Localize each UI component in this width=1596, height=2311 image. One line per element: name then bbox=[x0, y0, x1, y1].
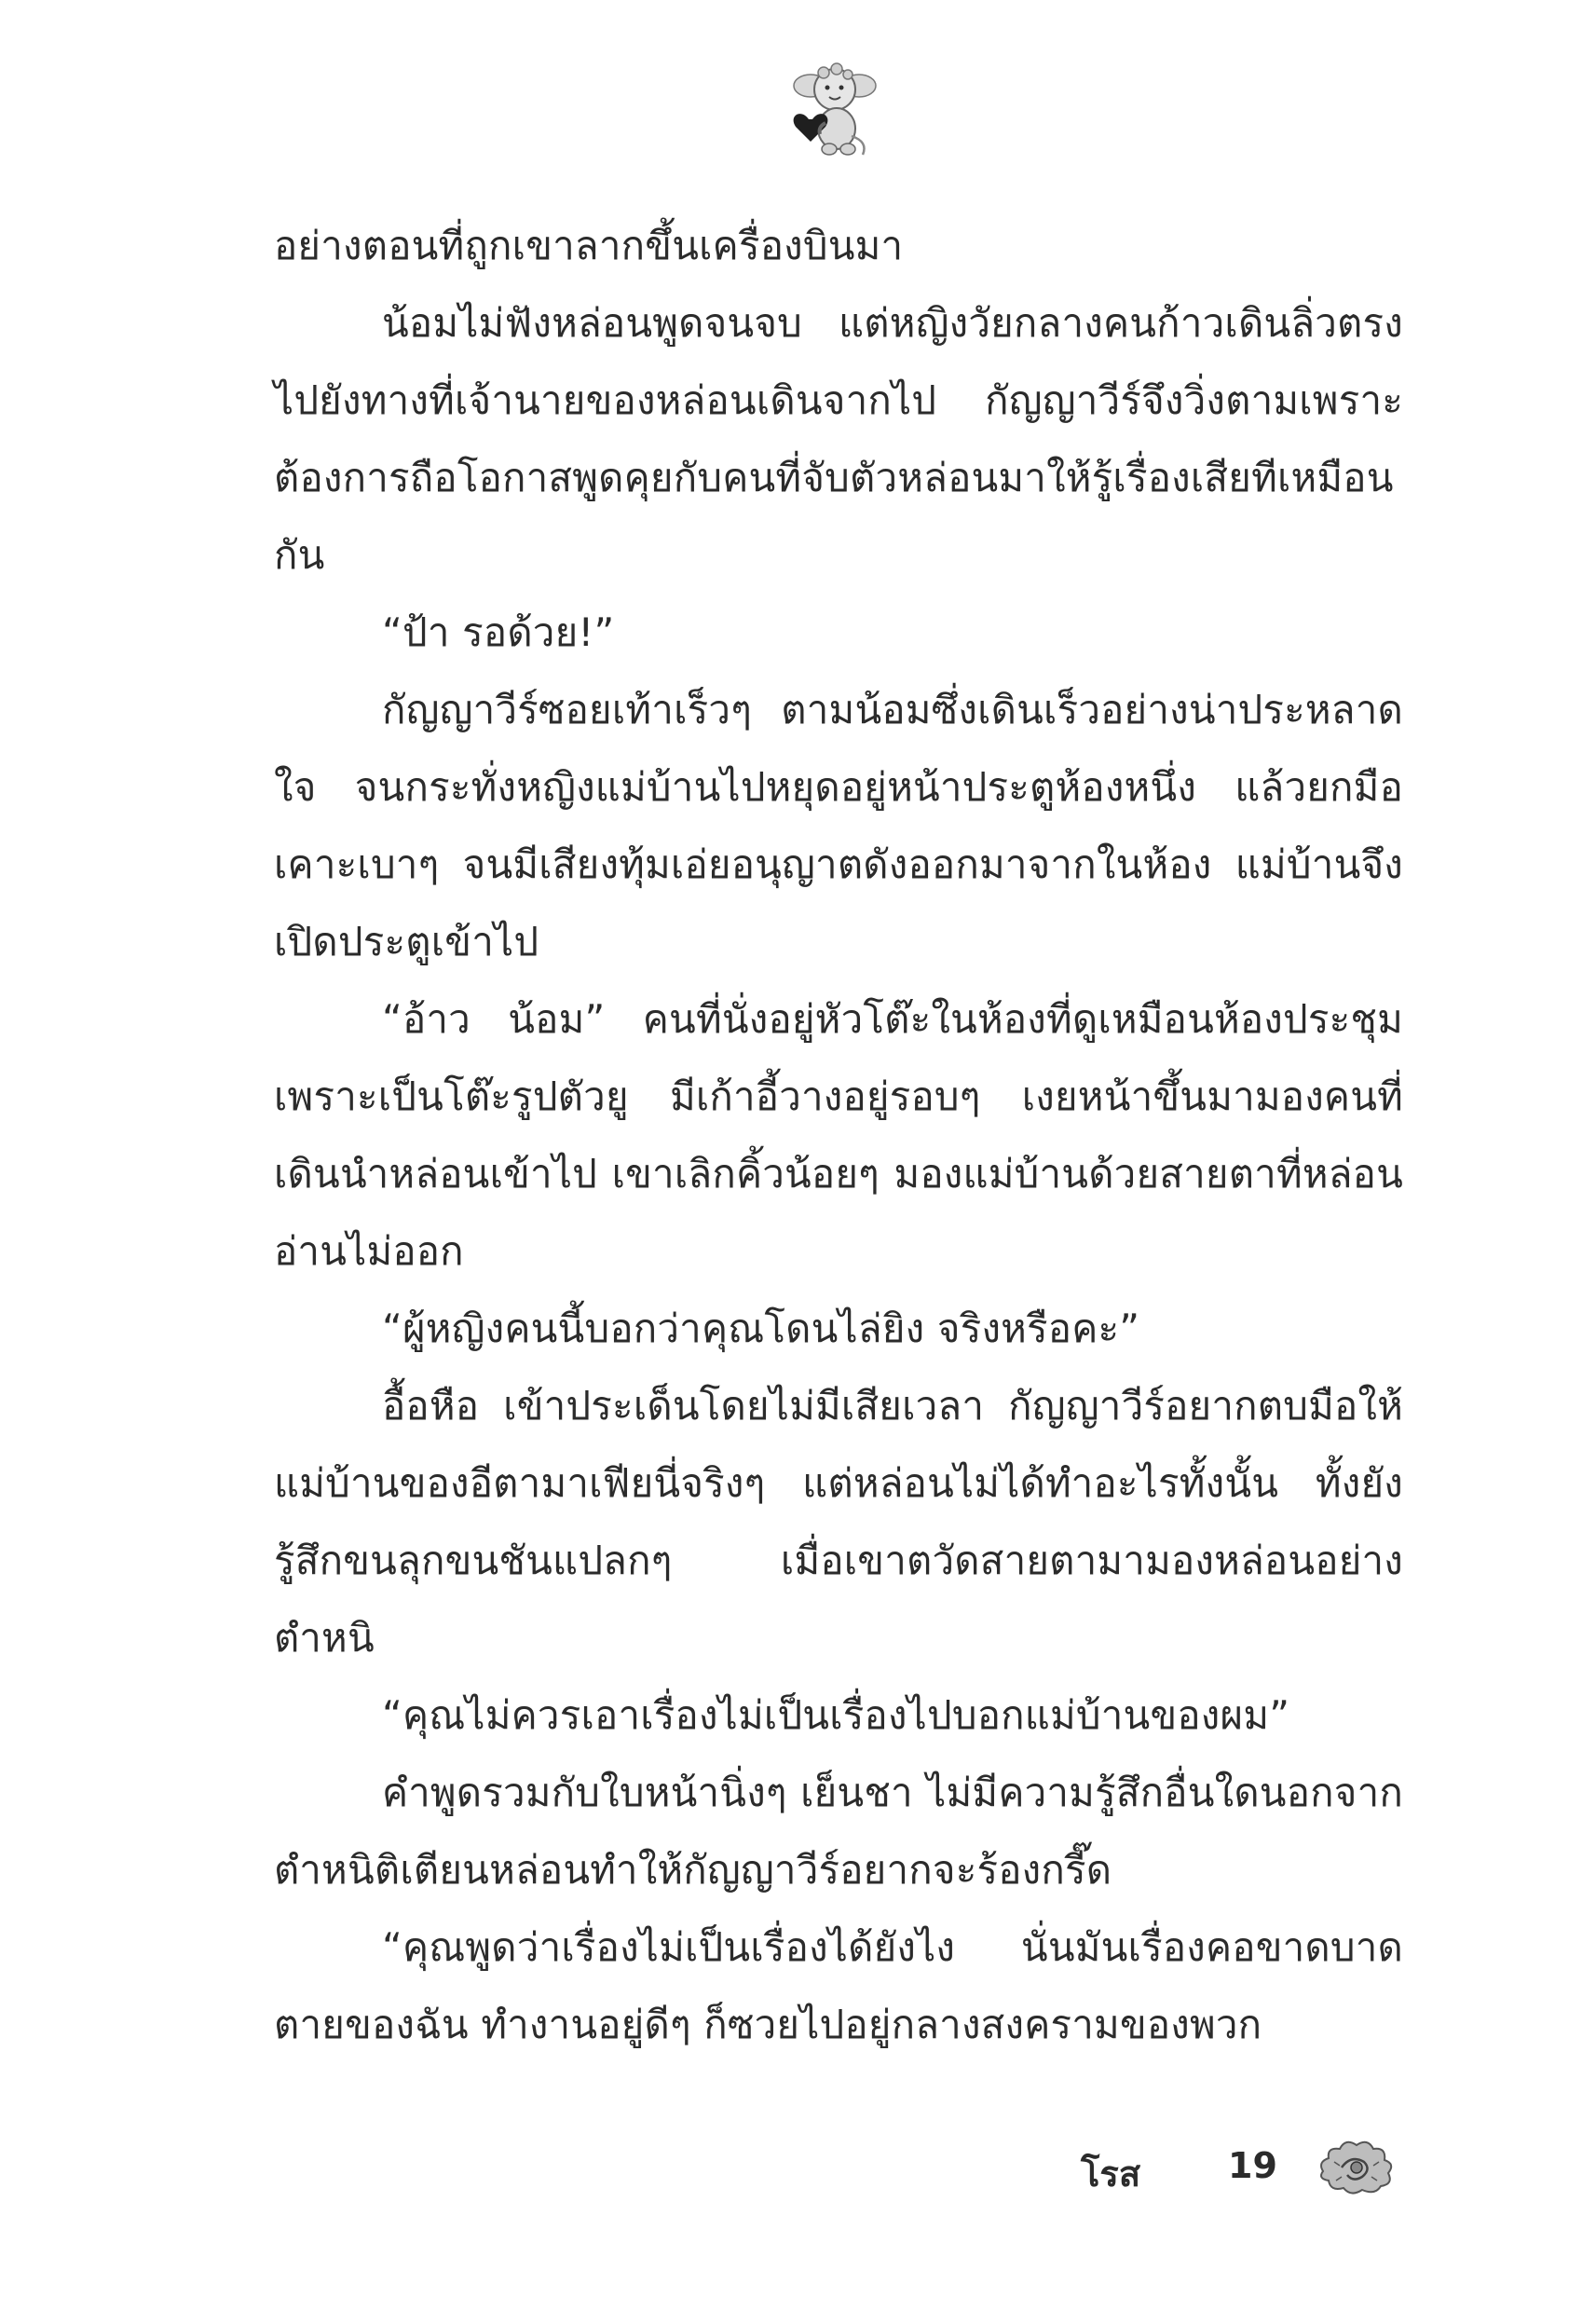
book-title: โรส bbox=[1081, 2154, 1141, 2195]
paragraph-2: น้อมไม่ฟังหล่อนพูดจนจบ แต่หญิงวัยกลางคนก้าวเดินลิ่วตรงไปยังทางที่เจ้านายของหล่อนเดินจากไป กัญญาวีร์จึงวิ่งตามเพราะต้องการถือโอกาสพูดคุยกับคนที่จับตัวหล่อนมาให้รู้เรื่องเสียทีเหมือนกัน bbox=[274, 300, 1403, 578]
body-text bbox=[274, 207, 1403, 2063]
paragraph-1: อย่างตอนที่ถูกเขาลากขึ้นเครื่องบินมา bbox=[274, 223, 904, 268]
paragraph-6: “ผู้หญิงคนนี้บอกว่าคุณโดนไล่ยิง จริงหรือคะ” bbox=[382, 1306, 1140, 1351]
paragraph-9: คำพูดรวมกับใบหน้านิ่งๆ เย็นชา ไม่มีความรู้สึกอื่นใดนอกจากตำหนิติเตียนหล่อนทำให้กัญญาวีร์อยากจะร้องกรี๊ด bbox=[274, 1770, 1403, 1893]
cherub-with-heart-icon bbox=[783, 58, 885, 160]
paragraph-7: อื้อหือ เข้าประเด็นโดยไม่มีเสียเวลา กัญญาวีร์อยากตบมือให้แม่บ้านของอีตามาเฟียนี่จริงๆ แต่หล่อนไม่ได้ทำอะไรทั้งนั้น ทั้งยังรู้สึกขนลุกขนชันแปลกๆ เมื่อเขาตวัดสายตามามองหล่อนอย่างตำหนิ bbox=[274, 1383, 1403, 1661]
paragraph-5: “อ้าว น้อม” คนที่นั่งอยู่หัวโต๊ะในห้องที่ดูเหมือนห้องประชุมเพราะเป็นโต๊ะรูปตัวยู มีเก้าอี้วางอยู่รอบๆ เงยหน้าขึ้นมามองคนที่เดินนำหล่อนเข้าไป เขาเลิกคิ้วน้อยๆ มองแม่บ้านด้วยสายตาที่หล่อนอ่านไม่ออก bbox=[274, 996, 1403, 1274]
paragraph-8: “คุณไม่ควรเอาเรื่องไม่เป็นเรื่องไปบอกแม่บ้านของผม” bbox=[382, 1692, 1290, 1738]
rose-flower-icon bbox=[1314, 2134, 1399, 2199]
paragraph-4: กัญญาวีร์ซอยเท้าเร็วๆ ตามน้อมซึ่งเดินเร็วอย่างน่าประหลาดใจ จนกระทั่งหญิงแม่บ้านไปหยุดอยู่หน้าประตูห้องหนึ่ง แล้วยกมือเคาะเบาๆ จนมีเสียงทุ้มเอ่ยอนุญาตดังออกมาจากในห้อง แม่บ้านจึงเปิดประตูเข้าไป bbox=[274, 687, 1403, 964]
page-footer bbox=[0, 2140, 1596, 2214]
paragraph-10: “คุณพูดว่าเรื่องไม่เป็นเรื่องได้ยังไง นั่นมันเรื่องคอขาดบาดตายของฉัน ทำงานอยู่ดีๆ ก็ซวยไปอยู่กลางสงครามของพวก bbox=[274, 1924, 1403, 2047]
paragraph-3: “ป้า รอด้วย!” bbox=[382, 609, 615, 655]
page-number: 19 bbox=[1228, 2145, 1277, 2186]
